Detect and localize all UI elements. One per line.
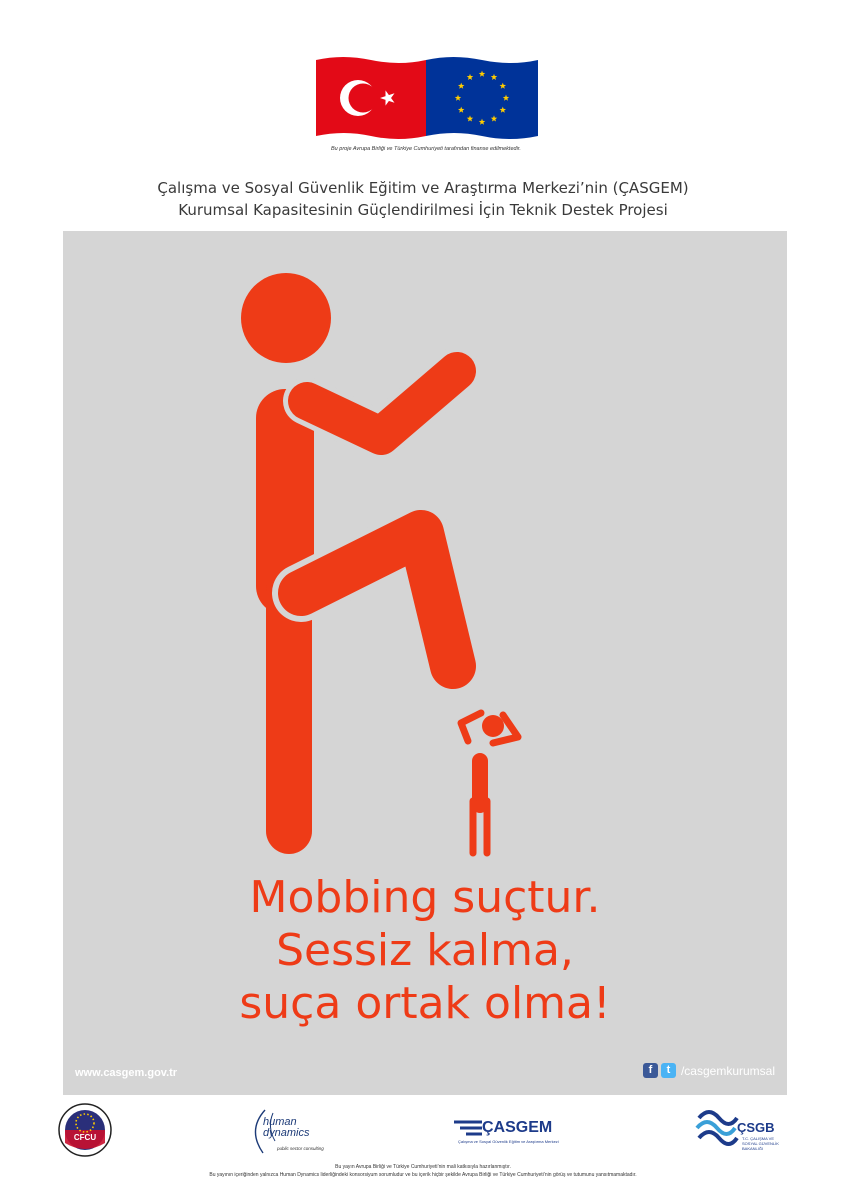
facebook-icon[interactable]: f <box>643 1063 658 1078</box>
slogan-line: Sessiz kalma, <box>276 925 574 976</box>
slogan-line: suça ortak olma! <box>239 978 611 1029</box>
turkey-flag-icon <box>316 57 426 139</box>
flag-caption: Bu proje Avrupa Birliği ve Türkiye Cumhuriyeti tarafından finanse edilmektedir. <box>331 146 521 152</box>
website-link[interactable]: www.casgem.gov.tr <box>75 1067 178 1079</box>
casgem-name: ÇASGEM <box>482 1119 553 1136</box>
project-title <box>0 177 846 221</box>
footer-line: Bu yayın Avrupa Birliği ve Türkiye Cumhuriyeti’nin mali katkısıyla hazırlanmıştır. <box>335 1164 511 1170</box>
human-dynamics-sub: public sector consulting <box>277 1146 324 1151</box>
mobbing-illustration <box>63 231 787 871</box>
casgem-logo <box>452 1116 572 1150</box>
twitter-icon[interactable]: t <box>661 1063 676 1078</box>
csgb-name: ÇSGB <box>737 1120 775 1135</box>
footer-disclaimer <box>0 1163 846 1179</box>
poster-panel <box>63 231 787 1095</box>
large-figure-icon <box>241 273 457 831</box>
csgb-sub: T.C. ÇALIŞMA VE SOSYAL GÜVENLİK BAKANLIĞI <box>742 1136 779 1151</box>
social-handle[interactable]: /casgemkurumsal <box>680 1063 775 1078</box>
small-figure-icon <box>461 713 518 853</box>
hd-word: human <box>263 1116 297 1128</box>
hd-word: dynamics <box>263 1127 310 1139</box>
slogan-line: Mobbing suçtur. <box>249 872 601 923</box>
slogan <box>63 871 787 1030</box>
human-dynamics-name <box>263 1117 309 1139</box>
project-title-line1: Çalışma ve Sosyal Güvenlik Eğitim ve Araştırma Merkezi’nin (ÇASGEM) <box>157 179 689 197</box>
project-title-line2: Kurumsal Kapasitesinin Güçlendirilmesi İçin Teknik Destek Projesi <box>178 201 668 219</box>
flags <box>316 56 538 140</box>
casgem-sub: Çalışma ve Sosyal Güvenlik Eğitim ve Araştırma Merkezi <box>458 1139 559 1144</box>
footer-line: Bu yayının içeriğinden yalnızca Human Dynamics liderliğindeki konsorsiyum sorumludur ve bu içerik hiçbir şekilde Avrupa Birliği ve Türkiye Cumhuriyeti’nin görüş ve tutumunu yansıtmamaktadır. <box>209 1172 637 1178</box>
csgb-logo <box>695 1108 790 1158</box>
cfcu-logo <box>58 1103 112 1157</box>
human-dynamics-logo <box>245 1105 350 1160</box>
eu-flag-icon <box>426 57 538 139</box>
cfcu-label: CFCU <box>73 1133 97 1142</box>
social-links <box>643 1063 775 1078</box>
